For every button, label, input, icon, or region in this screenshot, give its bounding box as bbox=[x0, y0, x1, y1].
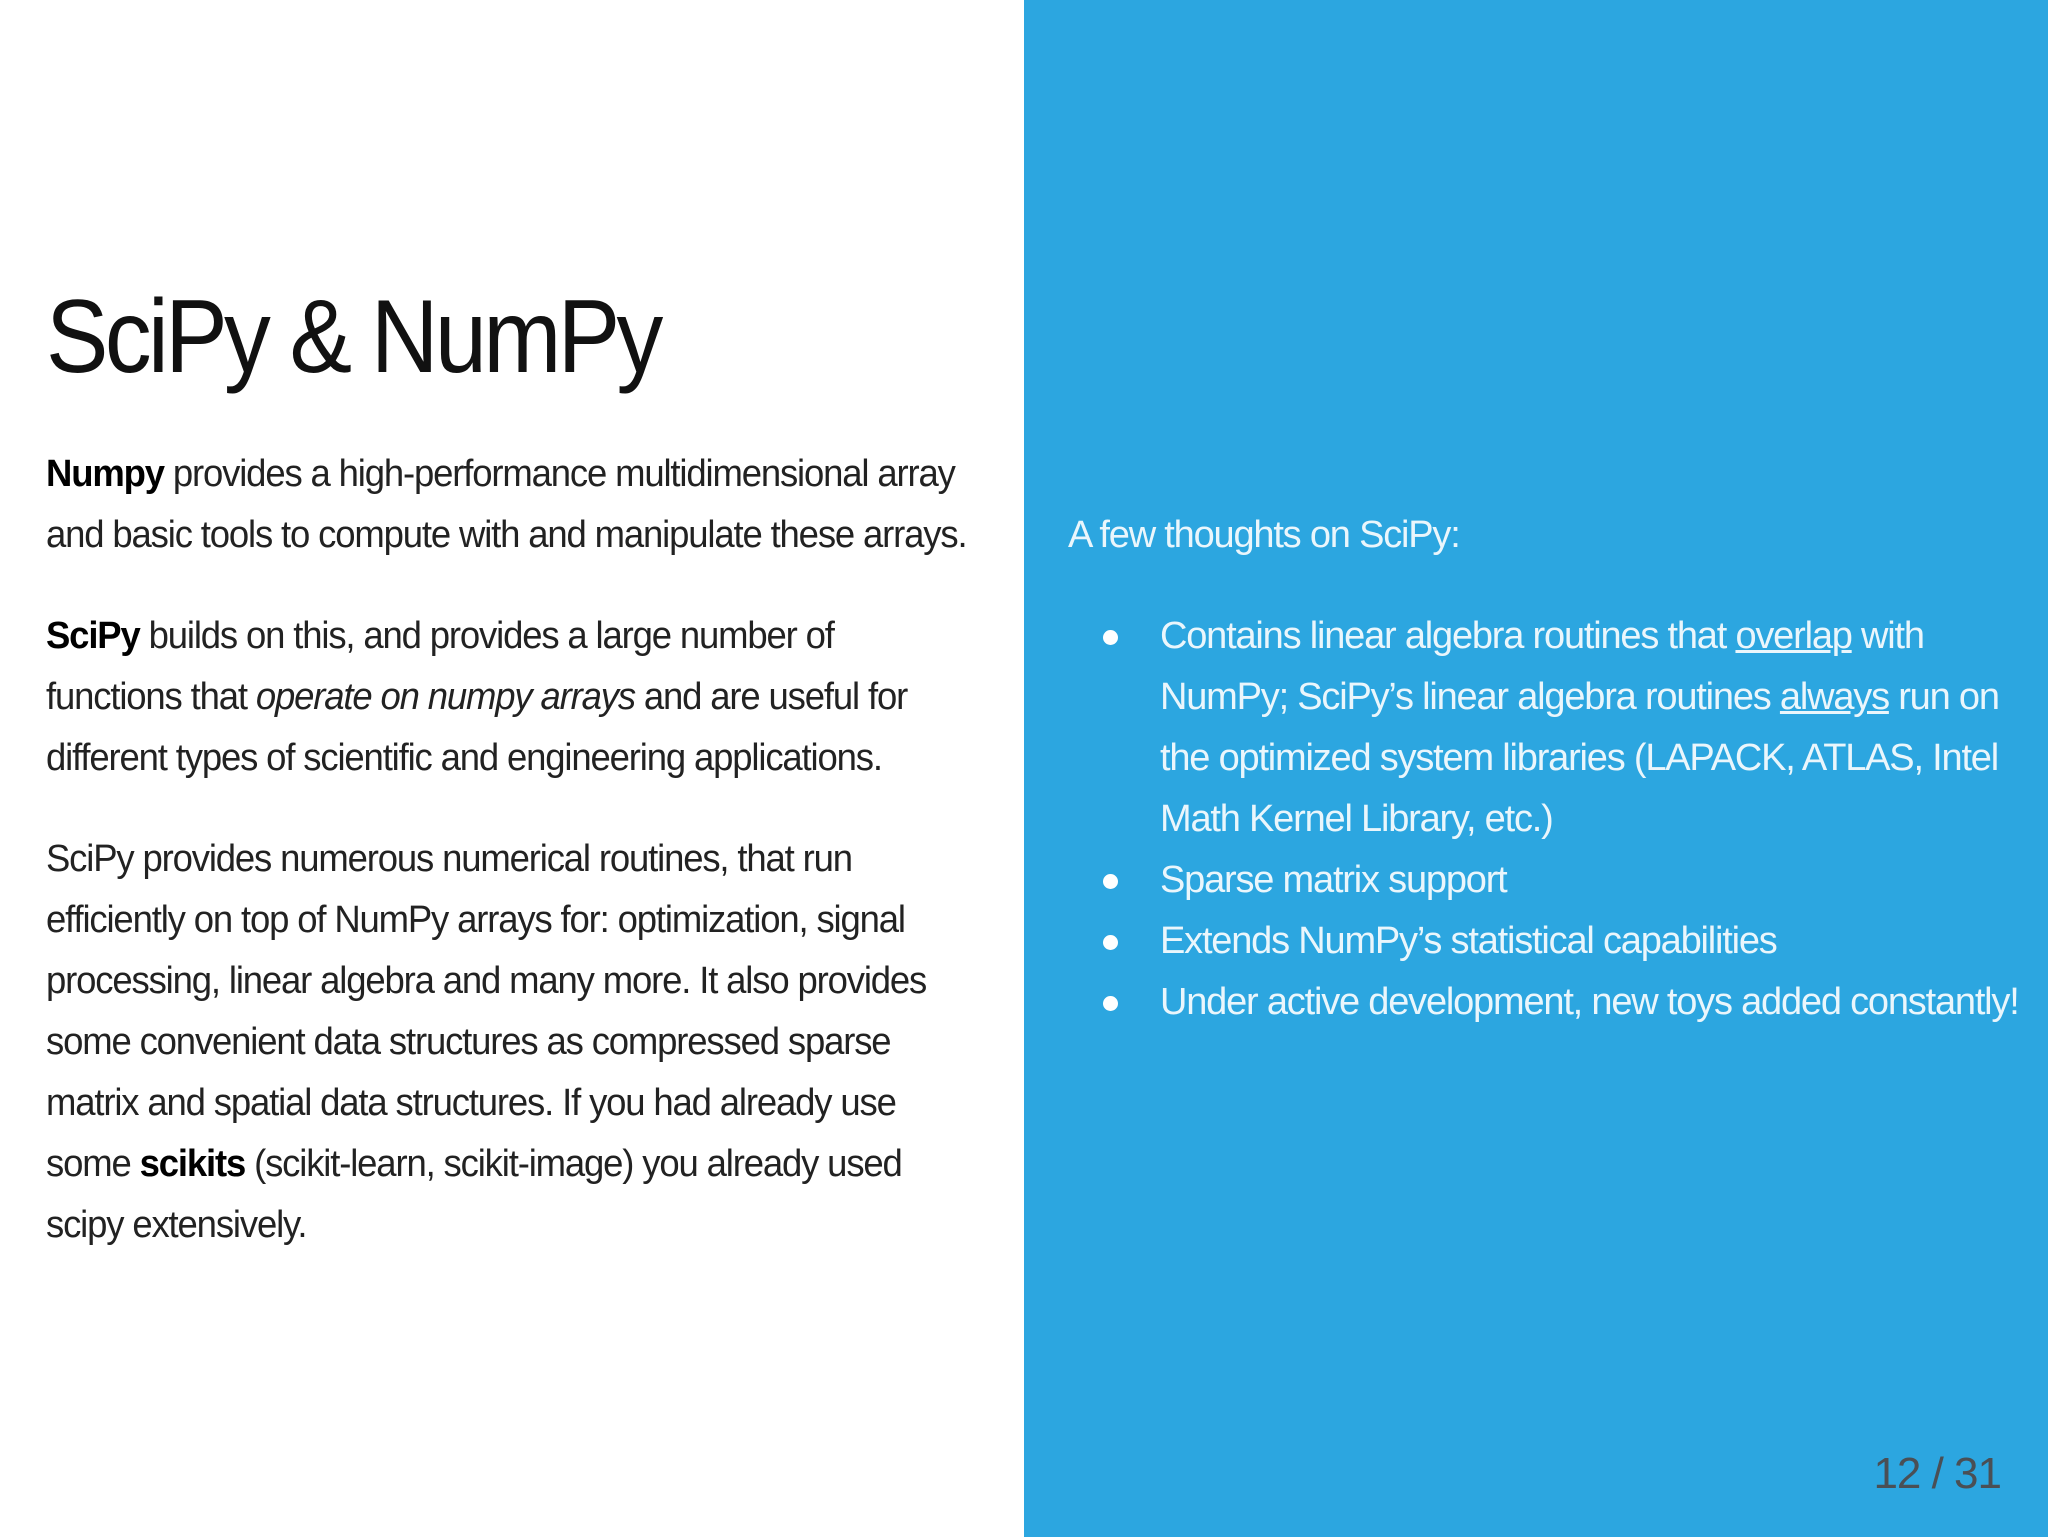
numpy-term: Numpy bbox=[46, 453, 164, 496]
list-item-text: Contains linear algebra routines that bbox=[1160, 615, 1736, 657]
scipy-term: SciPy bbox=[46, 615, 140, 658]
numpy-description: provides a high-performance multidimensional array and basic tools to compute with and manipulate these arrays. bbox=[46, 453, 967, 557]
thoughts-section bbox=[1068, 505, 2028, 1033]
list-item bbox=[1160, 911, 2028, 972]
overlap-underlined: overlap bbox=[1735, 615, 1852, 657]
routines-text-a: SciPy provides numerous numerical routines, that run efficiently on top of NumPy arrays for: optimization, signal processing, linear algebra and many more. It also provides some convenient data structures as compressed sparse matrix and spatial data structures. If you had already use some bbox=[46, 838, 927, 1186]
bullet-icon bbox=[1103, 996, 1118, 1011]
list-item-text: with NumPy; SciPy’s linear algebra routines bbox=[1160, 615, 1924, 718]
list-item-text: Extends NumPy’s statistical capabilities bbox=[1160, 920, 1777, 962]
routines-paragraph bbox=[46, 829, 968, 1256]
scipy-description-b: and are useful for different types of scientific and engineering applications. bbox=[46, 676, 908, 780]
slide-title: SciPy & NumPy bbox=[46, 279, 660, 395]
list-item bbox=[1160, 606, 2028, 850]
list-item-text: Sparse matrix support bbox=[1160, 859, 1507, 901]
bullet-icon bbox=[1103, 935, 1118, 950]
scipy-paragraph bbox=[46, 606, 968, 789]
page-number: 12 / 31 bbox=[1873, 1449, 2001, 1498]
scikits-term: scikits bbox=[139, 1143, 246, 1186]
scipy-description-a: builds on this, and provides a large number of functions that bbox=[46, 615, 834, 719]
list-item-text: Under active development, new toys added constantly! bbox=[1160, 981, 2019, 1023]
list-item-text: run on the optimized system libraries (LAPACK, ATLAS, Intel Math Kernel Library, etc.) bbox=[1160, 676, 1999, 840]
thoughts-intro: A few thoughts on SciPy: bbox=[1068, 514, 1460, 556]
bullet-icon bbox=[1103, 874, 1118, 889]
list-item bbox=[1160, 972, 2028, 1033]
list-item bbox=[1160, 850, 2028, 911]
thoughts-list bbox=[1068, 606, 2028, 1033]
right-panel bbox=[1024, 0, 2048, 1537]
numpy-paragraph bbox=[46, 444, 968, 566]
routines-text-b: (scikit-learn, scikit-image) you already used scipy extensively. bbox=[46, 1143, 902, 1247]
always-underlined: always bbox=[1779, 676, 1889, 718]
bullet-icon bbox=[1103, 630, 1118, 645]
scipy-emphasis: operate on numpy arrays bbox=[255, 676, 635, 719]
left-column bbox=[46, 280, 1006, 1296]
